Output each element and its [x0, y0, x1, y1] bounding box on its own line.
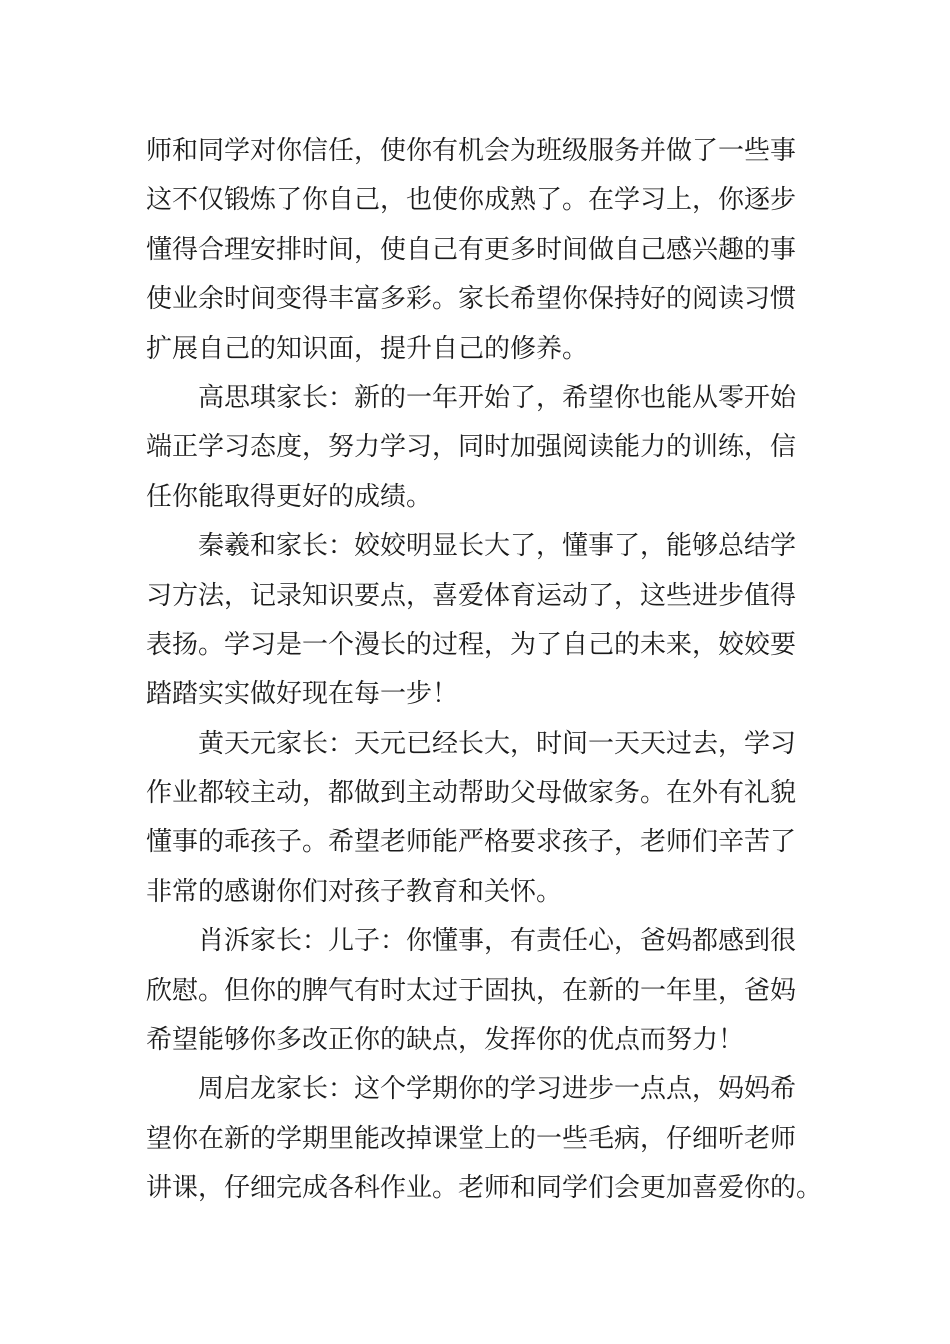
document-body [146, 127, 823, 1214]
paragraph-line: 懂得合理安排时间，使自己有更多时间做自己感兴趣的事 [146, 234, 797, 265]
paragraph-line: 非常的感谢你们对孩子教育和关怀。 [146, 876, 563, 907]
paragraph-line: 作业都较主动，都做到主动帮助父母做家务。在外有礼貌 [146, 778, 797, 809]
paragraph-huang-tianyuan [146, 720, 816, 918]
paragraph-line: 望你在新的学期里能改掉课堂上的一些毛病，仔细听老师 [146, 1123, 797, 1154]
paragraph-line: 端正学习态度，努力学习，同时加强阅读能力的训练，信 [146, 432, 797, 463]
paragraph-line: 使业余时间变得丰富多彩。家长希望你保持好的阅读习惯 [146, 284, 797, 315]
paragraph-zhou-qilong [146, 1065, 823, 1213]
paragraph-gao-siqi [146, 374, 816, 522]
paragraph-intro-continued [146, 127, 816, 374]
paragraph-line: 习方法，记录知识要点，喜爱体育运动了，这些进步值得 [146, 580, 797, 611]
paragraph-first-line: 黄天元家长：天元已经长大，时间一天天过去，学习 [198, 728, 797, 759]
paragraph-first-line: 秦羲和家长：姣姣明显长大了，懂事了，能够总结学 [198, 531, 797, 562]
paragraph-line: 欣慰。但你的脾气有时太过于固执，在新的一年里，爸妈 [146, 975, 797, 1006]
paragraph-line: 希望能够你多改正你的缺点，发挥你的优点而努力！ [146, 1025, 745, 1056]
paragraph-line: 扩展自己的知识面，提升自己的修养。 [146, 333, 589, 364]
paragraph-line: 师和同学对你信任，使你有机会为班级服务并做了一些事 [146, 136, 797, 166]
paragraph-xiao-su [146, 917, 816, 1065]
paragraph-first-line: 肖泝家长：儿子：你懂事，有责任心，爸妈都感到很 [198, 926, 797, 957]
paragraph-line: 这不仅锻炼了你自己，也使你成熟了。在学习上，你逐步 [146, 185, 797, 216]
paragraph-line: 踏踏实实做好现在每一步！ [146, 679, 459, 710]
paragraph-line: 懂事的乖孩子。希望老师能严格要求孩子，老师们辛苦了 [146, 827, 797, 858]
paragraph-line: 任你能取得更好的成绩。 [146, 481, 433, 512]
paragraph-first-line: 高思琪家长：新的一年开始了，希望你也能从零开始 [198, 382, 797, 413]
paragraph-qin-xihe [146, 522, 816, 720]
paragraph-line: 讲课，仔细完成各科作业。老师和同学们会更加喜爱你的。 [146, 1173, 823, 1204]
paragraph-line: 表扬。学习是一个漫长的过程，为了自己的未来，姣姣要 [146, 629, 797, 660]
paragraph-first-line: 周启龙家长：这个学期你的学习进步一点点，妈妈希 [198, 1074, 797, 1105]
